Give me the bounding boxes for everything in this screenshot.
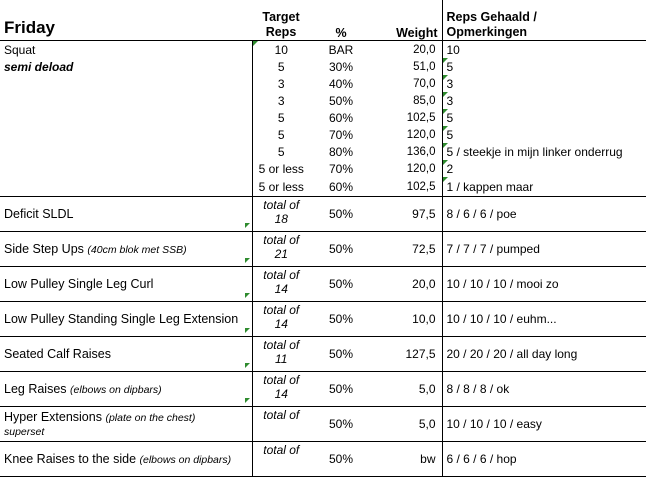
target-reps-value: 5 or less [258,179,304,194]
percent-value: BAR [328,42,354,57]
weight-cell [372,160,442,177]
squat-set-row [0,143,646,160]
comment-marker-icon [245,258,250,263]
exercise-row [0,337,646,372]
comment-marker-icon [253,41,258,46]
weight-cell: bw [372,442,442,477]
exercise-name-cell [0,442,252,477]
exercise-row [0,197,646,232]
exercise-row [0,372,646,407]
weight-cell [372,109,442,126]
remark-value: 5 [446,110,454,125]
percent-cell [310,126,372,143]
weight-cell: 20,0 [372,267,442,302]
target-reps-cell [252,407,310,442]
target-reps-value: 5 or less [258,161,304,176]
squat-set-row [0,41,646,59]
exercise-row [0,407,646,442]
exercise-note: (elbows on dipbars) [139,454,232,466]
weight-header: Weight [372,0,442,41]
weight-value: 136,0 [406,145,436,158]
comment-marker-icon [443,109,448,114]
target-reps-value: 21 [274,247,288,261]
comment-marker-icon [443,75,448,80]
remark-cell: 8 / 6 / 6 / poe [442,197,646,232]
exercise-note: (plate on the chest) [105,411,196,424]
percent-cell [310,177,372,197]
exercise-row [0,442,646,477]
exercise-block [0,197,646,477]
percent-cell [310,160,372,177]
target-reps-value: 18 [274,212,288,226]
exercise-name: Leg Raises [4,382,67,396]
day-title: Friday [0,0,252,41]
weight-cell [372,92,442,109]
target-reps-value: 14 [274,317,288,331]
exercise-note: (elbows on dipbars) [70,384,162,396]
target-reps-cell [252,143,310,160]
exercise-name-cell [0,302,252,337]
exercise-note-2: superset [4,425,45,438]
comment-marker-icon [443,92,448,97]
percent-value: 40% [328,76,354,91]
exercise-subtitle: semi deload [0,58,252,75]
exercise-row [0,232,646,267]
empty-cell [0,126,252,143]
squat-set-row [0,160,646,177]
target-reps-cell [252,126,310,143]
weight-cell [372,143,442,160]
weight-value: 102,5 [406,180,436,193]
target-reps-value: 3 [277,93,285,108]
percent-cell: 50% [310,442,372,477]
percent-cell [310,75,372,92]
percent-cell [310,41,372,59]
empty-cell [0,109,252,126]
target-reps-cell [252,75,310,92]
target-reps-label: total of [263,233,300,247]
empty-cell [0,143,252,160]
squat-set-row [0,177,646,197]
target-reps-value: 5 [277,59,285,74]
remark-value: 3 [446,76,454,91]
exercise-name: Low Pulley Standing Single Leg Extension [4,312,239,326]
remark-cell [442,177,646,197]
exercise-name: Hyper Extensions [4,409,102,424]
target-reps-cell [252,197,310,232]
target-reps-value: 5 [277,144,285,159]
target-reps-value: 5 [277,127,285,142]
target-reps-label: total of [263,443,300,457]
percent-cell: 50% [310,337,372,372]
remark-cell [442,75,646,92]
comment-marker-icon [443,126,448,131]
target-reps-label: total of [263,338,300,352]
remark-cell: 6 / 6 / 6 / hop [442,442,646,477]
weight-cell: 72,5 [372,232,442,267]
remark-cell [442,126,646,143]
remark-cell [442,160,646,177]
comment-marker-icon [443,58,448,63]
exercise-note: (40cm blok met SSB) [87,244,187,256]
target-reps-cell [252,109,310,126]
target-reps-cell [252,177,310,197]
percent-cell: 50% [310,232,372,267]
remark-value: 5 [446,127,454,142]
target-reps-value: 10 [274,42,288,57]
percent-value: 70% [328,127,354,142]
target-reps-value: 14 [274,387,288,401]
remark-cell: 10 / 10 / 10 / mooi zo [442,267,646,302]
exercise-name: Knee Raises to the side [4,452,137,466]
exercise-name-cell [0,337,252,372]
target-reps-label: total of [263,198,300,212]
remark-cell: 8 / 8 / 8 / ok [442,372,646,407]
squat-set-row [0,58,646,75]
squat-set-row [0,126,646,143]
comment-marker-icon [245,223,250,228]
target-reps-value: 14 [274,282,288,296]
exercise-row [0,302,646,337]
percent-cell: 50% [310,372,372,407]
percent-header: % [310,0,372,41]
remark-cell [442,143,646,160]
remark-cell [442,109,646,126]
percent-value: 30% [328,59,354,74]
exercise-name-cell [0,407,252,442]
squat-set-row [0,109,646,126]
remark-value: 5 / steekje in mijn linker onderrug [446,144,623,159]
exercise-name: Seated Calf Raises [4,347,112,361]
target-reps-header: Target Reps [252,0,310,41]
percent-cell: 50% [310,302,372,337]
comment-marker-icon [245,328,250,333]
exercise-name: Side Step Ups [4,242,84,256]
weight-cell: 5,0 [372,407,442,442]
squat-set-row [0,75,646,92]
comment-marker-icon [443,177,448,182]
target-reps-cell [252,267,310,302]
target-reps-cell [252,442,310,477]
exercise-name-cell [0,267,252,302]
weight-cell [372,41,442,59]
weight-cell: 127,5 [372,337,442,372]
target-reps-value: 11 [275,352,288,366]
percent-value: 80% [328,144,354,159]
weight-value: 120,0 [406,162,436,175]
remark-value: 10 [446,42,460,57]
percent-cell: 50% [310,267,372,302]
target-reps-cell [252,58,310,75]
comment-marker-icon [245,398,250,403]
empty-cell [0,75,252,92]
target-reps-label: total of [263,373,300,387]
percent-cell [310,109,372,126]
target-reps-cell [252,232,310,267]
remark-value: 3 [446,93,454,108]
target-reps-cell [252,302,310,337]
remark-cell [442,58,646,75]
header-row [0,0,646,41]
exercise-name-cell [0,372,252,407]
squat-block [0,41,646,197]
remarks-header: Reps Gehaald / Opmerkingen [442,0,646,41]
target-reps-label: total of [263,408,300,422]
remark-cell: 10 / 10 / 10 / easy [442,407,646,442]
target-reps-label: total of [263,303,300,317]
remark-cell [442,92,646,109]
empty-cell [0,92,252,109]
exercise-name-cell [0,232,252,267]
target-reps-cell [252,92,310,109]
squat-set-row [0,92,646,109]
percent-cell: 50% [310,197,372,232]
weight-cell [372,177,442,197]
empty-cell [0,160,252,177]
target-reps-cell [252,41,310,59]
weight-cell [372,75,442,92]
exercise-name: Deficit SLDL [4,207,74,221]
remark-cell: 20 / 20 / 20 / all day long [442,337,646,372]
percent-cell: 50% [310,407,372,442]
remark-value: 2 [446,161,454,176]
comment-marker-icon [443,143,448,148]
percent-value: 60% [328,179,354,194]
weight-value: 70,0 [413,77,436,90]
empty-cell [0,177,252,197]
percent-cell [310,92,372,109]
target-reps-value: 3 [277,76,285,91]
percent-value: 50% [328,93,354,108]
weight-value: 102,5 [406,111,436,124]
target-reps-cell [252,372,310,407]
exercise-name: Squat [0,41,252,59]
weight-cell: 5,0 [372,372,442,407]
target-reps-cell [252,337,310,372]
comment-marker-icon [245,293,250,298]
weight-cell: 97,5 [372,197,442,232]
percent-value: 60% [328,110,354,125]
target-reps-cell [252,160,310,177]
remark-cell: 7 / 7 / 7 / pumped [442,232,646,267]
weight-cell [372,58,442,75]
target-reps-value: 5 [277,110,285,125]
target-reps-label: total of [263,268,300,282]
remark-cell [442,41,646,59]
percent-cell [310,143,372,160]
remark-value: 5 [446,59,454,74]
exercise-name-cell [0,197,252,232]
weight-cell: 10,0 [372,302,442,337]
comment-marker-icon [443,160,448,165]
exercise-name: Low Pulley Single Leg Curl [4,277,154,291]
weight-value: 85,0 [413,94,436,107]
weight-value: 51,0 [413,60,436,73]
remark-value: 1 / kappen maar [446,179,534,194]
comment-marker-icon [245,363,250,368]
weight-value: 20,0 [413,43,436,56]
exercise-row [0,267,646,302]
percent-cell [310,58,372,75]
weight-value: 120,0 [406,128,436,141]
weight-cell [372,126,442,143]
percent-value: 70% [328,161,354,176]
remark-cell: 10 / 10 / 10 / euhm... [442,302,646,337]
